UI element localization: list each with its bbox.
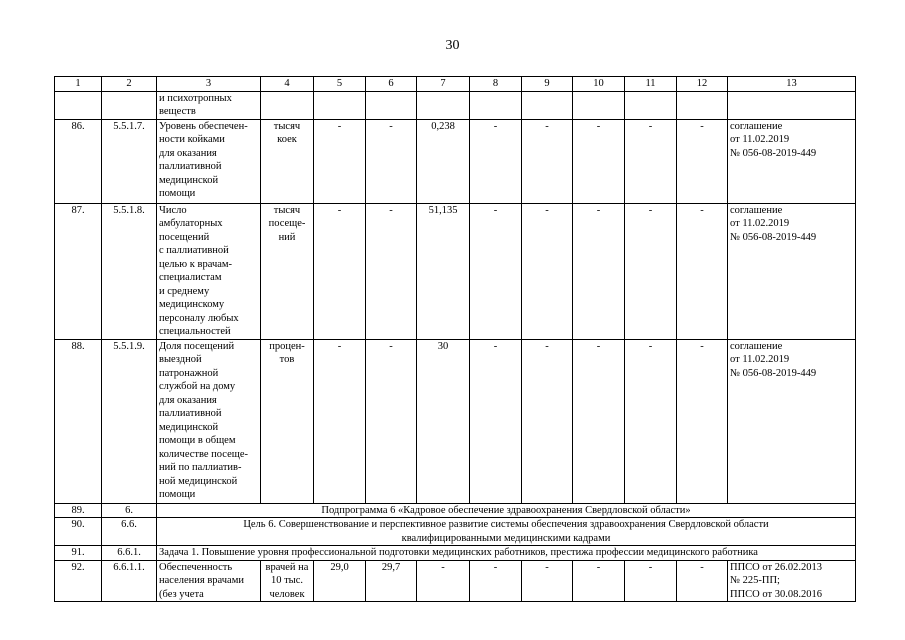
unit-cell: врачей на 10 тыс. человек (261, 560, 314, 602)
value-cell: - (470, 203, 522, 339)
value-cell: - (677, 119, 728, 203)
row-number: 89. (55, 503, 102, 518)
header-cell: 12 (677, 77, 728, 92)
unit-cell: тысяч посеще- ний (261, 203, 314, 339)
value-cell: - (522, 339, 573, 503)
row-number: 90. (55, 518, 102, 546)
table-row (55, 203, 856, 339)
value-cell (677, 91, 728, 119)
value-cell: 0,238 (417, 119, 470, 203)
value-cell: - (470, 560, 522, 602)
row-code: 6.6. (102, 518, 157, 546)
header-cell: 9 (522, 77, 573, 92)
value-cell: - (522, 119, 573, 203)
indicator-name: и психотропных веществ (157, 91, 261, 119)
value-cell (417, 91, 470, 119)
indicators-table (54, 76, 856, 602)
row-number: 86. (55, 119, 102, 203)
indicator-name: Обеспеченность населения врачами (без учета (157, 560, 261, 602)
header-cell: 5 (314, 77, 366, 92)
value-cell: - (314, 119, 366, 203)
row-code: 6.6.1.1. (102, 560, 157, 602)
page-number: 30 (445, 38, 460, 53)
value-cell: 29,0 (314, 560, 366, 602)
source-cell: соглашение от 11.02.2019 № 056-08-2019-449 (728, 339, 856, 503)
column-number-row (55, 77, 856, 92)
section-title: Цель 6. Совершенствование и перспективное развитие системы обеспечения здравоохранения Свердловской области квалифицированными медицинскими кадрами (157, 518, 856, 546)
indicator-name: Доля посещений выездной патронажной службой на дому для оказания паллиативной медицинской помощи в общем количестве посеще- ний по паллиатив- ной медицинской помощи (157, 339, 261, 503)
value-cell (314, 91, 366, 119)
value-cell (366, 91, 417, 119)
value-cell: - (625, 560, 677, 602)
header-cell: 10 (573, 77, 625, 92)
section-row (55, 546, 856, 561)
header-cell: 7 (417, 77, 470, 92)
header-cell: 6 (366, 77, 417, 92)
value-cell: 30 (417, 339, 470, 503)
row-number: 91. (55, 546, 102, 561)
row-code: 6.6.1. (102, 546, 157, 561)
header-cell: 1 (55, 77, 102, 92)
value-cell: - (417, 560, 470, 602)
unit-cell: процен- тов (261, 339, 314, 503)
table-row (55, 119, 856, 203)
row-code: 6. (102, 503, 157, 518)
row-code: 5.5.1.9. (102, 339, 157, 503)
source-cell: соглашение от 11.02.2019 № 056-08-2019-449 (728, 119, 856, 203)
header-cell: 4 (261, 77, 314, 92)
row-number: 87. (55, 203, 102, 339)
value-cell: - (366, 119, 417, 203)
row-number: 92. (55, 560, 102, 602)
value-cell (522, 91, 573, 119)
source-cell: ППСО от 26.02.2013 № 225-ПП; ППСО от 30.08.2016 (728, 560, 856, 602)
value-cell: - (366, 203, 417, 339)
indicator-name: Число амбулаторных посещений с паллиативной целью к врачам- специалистам и среднему медицинскому персоналу любых специальностей (157, 203, 261, 339)
value-cell: - (314, 203, 366, 339)
value-cell (573, 91, 625, 119)
value-cell: - (677, 203, 728, 339)
value-cell: - (625, 339, 677, 503)
row-number (55, 91, 102, 119)
value-cell: - (625, 203, 677, 339)
header-cell: 3 (157, 77, 261, 92)
row-code: 5.5.1.8. (102, 203, 157, 339)
value-cell: - (522, 203, 573, 339)
value-cell: - (573, 339, 625, 503)
value-cell: - (470, 339, 522, 503)
header-cell: 2 (102, 77, 157, 92)
value-cell: 29,7 (366, 560, 417, 602)
value-cell: - (314, 339, 366, 503)
value-cell: - (366, 339, 417, 503)
source-cell (728, 91, 856, 119)
section-title: Задача 1. Повышение уровня профессиональной подготовки медицинских работников, престижа профессии медицинского работника (157, 546, 856, 561)
value-cell (625, 91, 677, 119)
value-cell: - (625, 119, 677, 203)
value-cell: 51,135 (417, 203, 470, 339)
unit-cell: тысяч коек (261, 119, 314, 203)
section-title: Подпрограмма 6 «Кадровое обеспечение здравоохранения Свердловской области» (157, 503, 856, 518)
table-row (55, 560, 856, 602)
value-cell: - (677, 560, 728, 602)
value-cell: - (573, 119, 625, 203)
table-row (55, 91, 856, 119)
unit-cell (261, 91, 314, 119)
indicator-name: Уровень обеспечен- ности койками для оказания паллиативной медицинской помощи (157, 119, 261, 203)
header-cell: 8 (470, 77, 522, 92)
header-cell: 13 (728, 77, 856, 92)
value-cell: - (522, 560, 573, 602)
header-cell: 11 (625, 77, 677, 92)
row-code: 5.5.1.7. (102, 119, 157, 203)
row-code (102, 91, 157, 119)
section-row (55, 503, 856, 518)
value-cell: - (677, 339, 728, 503)
value-cell (470, 91, 522, 119)
table-body (55, 91, 856, 602)
value-cell: - (470, 119, 522, 203)
table-row (55, 339, 856, 503)
section-row (55, 518, 856, 546)
source-cell: соглашение от 11.02.2019 № 056-08-2019-449 (728, 203, 856, 339)
row-number: 88. (55, 339, 102, 503)
value-cell: - (573, 560, 625, 602)
value-cell: - (573, 203, 625, 339)
